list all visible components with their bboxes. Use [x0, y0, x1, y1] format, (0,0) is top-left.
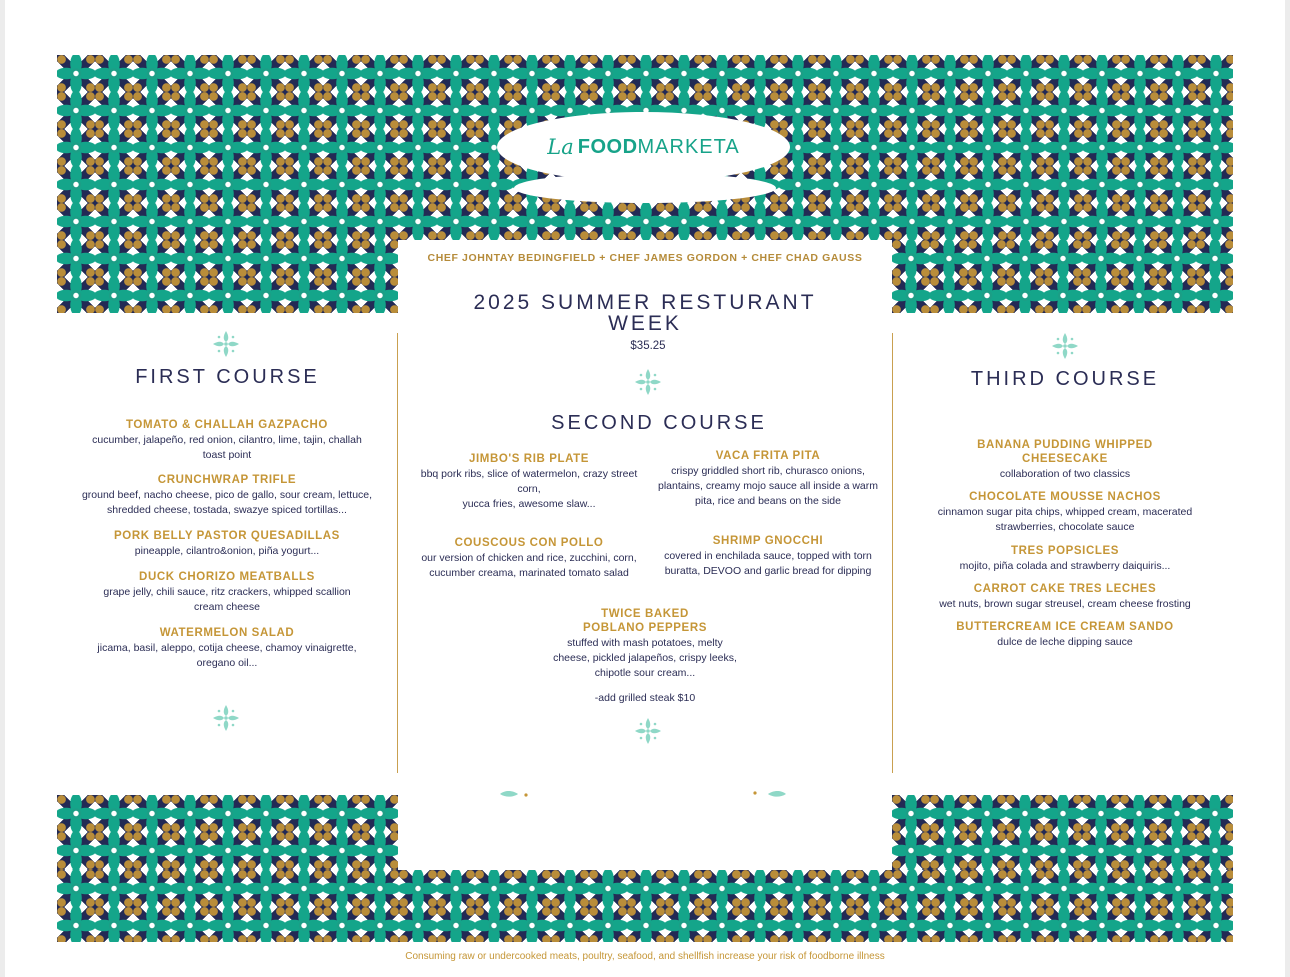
- page-title: [430, 292, 860, 334]
- ornament-icon: [211, 703, 241, 733]
- menu-item-name: SHRIMP GNOCCHI: [712, 535, 824, 547]
- addon-note: -add grilled steak $10: [594, 692, 696, 704]
- menu-item-desc: pita, rice and beans on the side: [695, 495, 841, 507]
- menu-item-desc: shredded cheese, tostada, swazye spiced tortillas...: [107, 504, 347, 516]
- menu-item-desc: mojito, piña colada and strawberry daiquiris...: [959, 560, 1171, 572]
- menu-item-desc: jicama, basil, aleppo, cotija cheese, chamoy vinaigrette,: [97, 642, 357, 654]
- menu-item-name: COUSCOUS CON POLLO: [454, 537, 604, 549]
- title-line-2: WEEK: [608, 312, 682, 335]
- menu-item-desc: cucumber creama, marinated tomato salad: [429, 567, 629, 579]
- brand-logo: [497, 112, 790, 182]
- flourish-right-icon: [748, 785, 788, 797]
- food-safety-disclaimer: Consuming raw or undercooked meats, poultry, seafood, and shellfish increase your risk of foodborne illness: [405, 951, 885, 962]
- menu-item-desc: pineapple, cilantro&onion, piña yogurt...: [134, 545, 320, 557]
- divider-right: [892, 333, 893, 773]
- menu-item-desc: stuffed with mash potatoes, melty: [567, 637, 723, 649]
- menu-item-desc: grape jelly, chili sauce, ritz crackers, whipped scallion: [103, 586, 351, 598]
- ornament-icon: [633, 367, 663, 397]
- menu-item: [910, 544, 1220, 574]
- menu-item: [72, 529, 382, 559]
- menu-item: [652, 449, 884, 509]
- menu-item-desc: oregano oil...: [196, 657, 258, 669]
- divider-left: [397, 333, 398, 773]
- menu-item-desc: dulce de leche dipping sauce: [997, 636, 1133, 648]
- tile-pattern-top-left: [57, 240, 398, 313]
- menu-item: [910, 582, 1220, 612]
- menu-item-name: PORK BELLY PASTOR QUESADILLAS: [114, 530, 340, 542]
- menu-item-desc: collaboration of two classics: [999, 468, 1131, 480]
- menu-item-name: BANANA PUDDING WHIPPED: [977, 439, 1153, 451]
- tile-pattern-top-right: [892, 240, 1233, 313]
- menu-item-desc: cream cheese: [194, 601, 260, 613]
- menu-item-name: VACA FRITA PITA: [715, 450, 821, 462]
- menu-item: [72, 626, 382, 671]
- tile-pattern-bottom-left: [57, 795, 398, 870]
- menu-item: [910, 620, 1220, 650]
- menu-item: [910, 438, 1220, 482]
- menu-item-name: JIMBO'S RIB PLATE: [468, 453, 590, 465]
- tile-pattern-bottom-right: [892, 795, 1233, 870]
- menu-item-desc: crispy griddled short rib, churasco onions,: [671, 465, 865, 477]
- flourish-left-icon: [498, 785, 538, 797]
- ornament-icon: [1050, 331, 1080, 361]
- menu-price: $35.25: [630, 340, 666, 352]
- menu-item-desc: covered in enchilada sauce, topped with torn: [664, 550, 872, 562]
- menu-item-name: BUTTERCREAM ICE CREAM SANDO: [956, 621, 1174, 633]
- menu-item-name: TRES POPSICLES: [1010, 545, 1120, 557]
- menu-item: [72, 570, 382, 615]
- menu-item-name: DUCK CHORIZO MEATBALLS: [139, 571, 315, 583]
- tile-pattern-bottom: [57, 870, 1233, 942]
- menu-item-desc: plantains, creamy mojo sauce all inside a warm: [657, 480, 878, 492]
- menu-item-desc: yucca fries, awesome slaw...: [462, 498, 596, 510]
- menu-item-name: WATERMELON SALAD: [159, 627, 295, 639]
- third-course-title: THIRD COURSE: [970, 368, 1160, 390]
- menu-item-name: CRUNCHWRAP TRIFLE: [157, 474, 297, 486]
- menu-item: [72, 473, 382, 518]
- menu-item: [72, 418, 382, 463]
- menu-item: [652, 534, 884, 579]
- menu-item: [530, 607, 760, 681]
- menu-item-desc: bbq pork ribs, slice of watermelon, crazy street corn,: [420, 468, 638, 495]
- menu-item-name: CARROT CAKE TRES LECHES: [973, 583, 1157, 595]
- title-line-1: 2025 SUMMER RESTURANT: [473, 291, 817, 314]
- menu-item-desc: strawberries, chocolate sauce: [995, 521, 1135, 533]
- menu-item-desc: our version of chicken and rice, zucchini, corn,: [421, 552, 637, 564]
- menu-item-desc: toast point: [202, 449, 252, 461]
- menu-item-desc: ground beef, nacho cheese, pico de gallo, sour cream, lettuce,: [81, 489, 373, 501]
- menu-item-name: CHEESECAKE: [1022, 453, 1108, 465]
- menu-item-name: TOMATO & CHALLAH GAZPACHO: [126, 419, 328, 431]
- menu-item-desc: buratta, DEVOO and garlic bread for dipping: [664, 565, 872, 577]
- menu-item-name: TWICE BAKED: [601, 608, 689, 620]
- logo-script: La: [547, 135, 574, 159]
- menu-item-desc: cucumber, jalapeño, red onion, cilantro, lime, tajin, challah: [92, 434, 362, 446]
- menu-item-name: POBLANO PEPPERS: [582, 622, 708, 634]
- menu-item: [910, 490, 1220, 535]
- first-course-title: FIRST COURSE: [135, 366, 320, 388]
- logo-light: MARKETA: [637, 135, 740, 158]
- menu-item: [408, 536, 650, 581]
- chefs-line: CHEF JOHNTAY BEDINGFIELD + CHEF JAMES GORDON + CHEF CHAD GAUSS: [427, 252, 863, 264]
- menu-item-desc: chipotle sour cream...: [594, 667, 696, 679]
- ornament-icon: [211, 329, 241, 359]
- menu-item-desc: cheese, pickled jalapeños, crispy leeks,: [553, 652, 737, 664]
- second-course-title: SECOND COURSE: [551, 412, 767, 434]
- menu-item: [408, 452, 650, 512]
- menu-item-name: CHOCOLATE MOUSSE NACHOS: [969, 491, 1161, 503]
- menu-item-desc: wet nuts, brown sugar streusel, cream cheese frosting: [939, 598, 1191, 610]
- ornament-icon: [633, 716, 663, 746]
- menu-item-desc: cinnamon sugar pita chips, whipped cream, macerated: [937, 506, 1193, 518]
- logo-bold: FOOD: [577, 135, 638, 158]
